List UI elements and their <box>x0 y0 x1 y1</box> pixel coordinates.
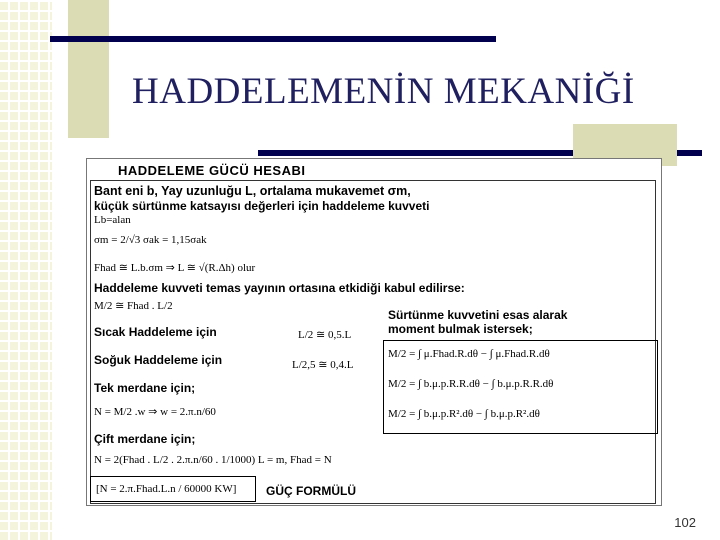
double-roll-equation: N = 2(Fhad . L/2 . 2.π.n/60 . 1/1000) L = m, Fhad = N <box>94 454 332 466</box>
integral-equation-3: M/2 = ∫ b.μ.p.R².dθ − ∫ b.μ.p.R².dθ <box>388 408 540 420</box>
hot-rolling-equation: L/2 ≅ 0,5.L <box>298 329 352 341</box>
hot-rolling-label: Sıcak Haddeleme için <box>94 325 217 339</box>
friction-text-2: moment bulmak istersek; <box>388 322 533 336</box>
single-roll-label: Tek merdane için; <box>94 381 196 395</box>
equation-moment: M/2 ≅ Fhad . L/2 <box>94 300 173 312</box>
text-line-2: küçük sürtünme katsayısı değerleri için haddeleme kuvveti <box>94 199 430 213</box>
integral-equation-1: M/2 = ∫ μ.Fhad.R.dθ − ∫ μ.Fhad.R.dθ <box>388 348 550 360</box>
power-formula-label: GÜÇ FORMÜLÜ <box>266 484 356 498</box>
double-roll-label: Çift merdane için; <box>94 432 196 446</box>
decorative-box-top <box>68 0 109 138</box>
equation-force: Fhad ≅ L.b.σm ⇒ L ≅ √(R.Δh) olur <box>94 262 256 274</box>
integral-equation-2: M/2 = ∫ b.μ.p.R.R.dθ − ∫ b.μ.p.R.R.dθ <box>388 378 554 390</box>
slide-number: 102 <box>674 515 696 530</box>
slide-title: HADDELEMENİN MEKANİĞİ <box>132 71 635 112</box>
equation-sigma: σm = 2/√3 σak = 1,15σak <box>94 234 207 246</box>
panel-heading: HADDELEME GÜCÜ HESABI <box>118 163 306 178</box>
text-line-3: Lb=alan <box>94 214 131 226</box>
cold-rolling-equation: L/2,5 ≅ 0,4.L <box>292 359 354 371</box>
decorative-bar-top <box>50 36 496 42</box>
text-line-4: Haddeleme kuvveti temas yayının ortasına etkidiği kabul edilirse: <box>94 281 465 295</box>
friction-text-1: Sürtünme kuvvetini esas alarak <box>388 308 568 322</box>
single-roll-equation: N = M/2 .w ⇒ w = 2.π.n/60 <box>94 406 216 418</box>
power-formula: [N = 2.π.Fhad.L.n / 60000 KW] <box>96 483 237 495</box>
decorative-strip <box>0 0 52 540</box>
cold-rolling-label: Soğuk Haddeleme için <box>94 353 223 367</box>
text-line-1: Bant eni b, Yay uzunluğu L, ortalama mukavemet σm, <box>94 184 411 198</box>
